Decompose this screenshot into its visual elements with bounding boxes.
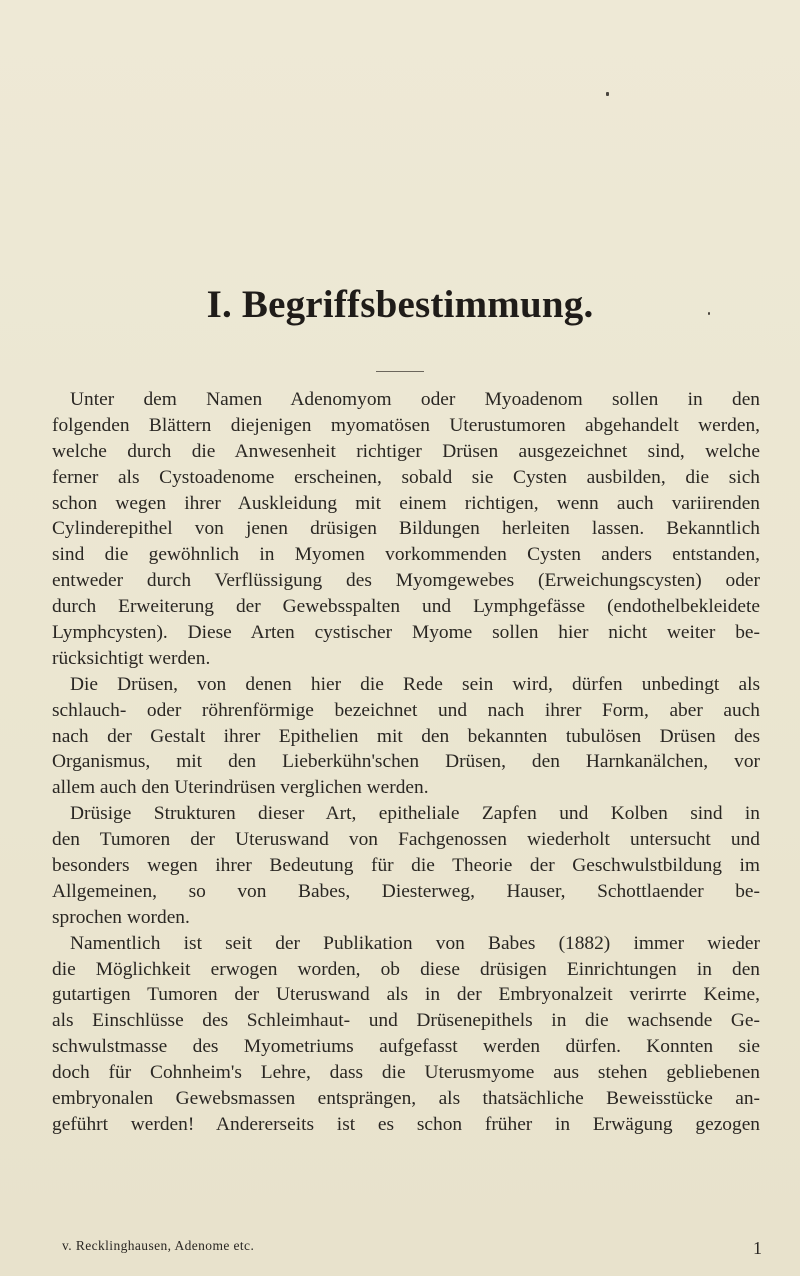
title-divider	[376, 371, 424, 372]
text-line: Die Drüsen, von denen hier die Rede sein wird, dürfen unbedingt als	[70, 673, 760, 695]
page-number: 1	[753, 1238, 762, 1258]
text-line: gutartigen Tumoren der Uteruswand als in der Embryonalzeit verirrte Keime,	[52, 984, 760, 1006]
text-line: Allgemeinen, so von Babes, Diesterweg, Hauser, Schottlaender be-	[52, 880, 760, 902]
text-line: schlauch- oder röhrenförmige bezeichnet und nach ihrer Form, aber auch	[52, 699, 760, 721]
print-speck	[708, 312, 710, 315]
text-line: doch für Cohnheim's Lehre, dass die Uterusmyome aus stehen gebliebenen	[52, 1062, 760, 1084]
text-line: Organismus, mit den Lieberkühn'schen Drüsen, den Harnkanälchen, vor	[52, 751, 760, 773]
text-line: schon wegen ihrer Auskleidung mit einem richtigen, wenn auch variirenden	[52, 492, 760, 514]
text-line: Lymphcysten). Diese Arten cystischer Myome sollen hier nicht weiter be-	[52, 622, 760, 644]
text-line: durch Erweiterung der Gewebsspalten und Lymphgefässe (endothelbekleidete	[52, 596, 760, 618]
text-line: besonders wegen ihrer Bedeutung für die Theorie der Geschwulstbildung im	[52, 855, 760, 877]
text-line: die Möglichkeit erwogen worden, ob diese drüsigen Einrichtungen in den	[52, 958, 760, 980]
text-line: schwulstmasse des Myometriums aufgefasst werden dürfen. Konnten sie	[52, 1036, 760, 1058]
text-line: embryonalen Gewebsmassen entsprängen, als thatsächliche Beweisstücke an-	[52, 1088, 760, 1110]
page-footer	[62, 1237, 762, 1259]
text-line: Namentlich ist seit der Publikation von Babes (1882) immer wieder	[70, 932, 760, 954]
body-text	[52, 387, 760, 1138]
text-line: geführt werden! Andererseits ist es schon früher in Erwägung gezogen	[52, 1113, 760, 1135]
text-line: den Tumoren der Uteruswand von Fachgenossen wiederholt untersucht und	[52, 829, 760, 851]
text-line: Cylinderepithel von jenen drüsigen Bildungen herleiten lassen. Bekanntlich	[52, 518, 760, 540]
text-line: entweder durch Verflüssigung des Myomgewebes (Erweichungscysten) oder	[52, 570, 760, 592]
text-line: Unter dem Namen Adenomyom oder Myoadenom sollen in den	[70, 389, 760, 410]
text-line: rücksichtigt werden.	[52, 647, 211, 669]
text-line: sprochen worden.	[52, 906, 190, 928]
text-line: Drüsige Strukturen dieser Art, epitheliale Zapfen und Kolben sind in	[70, 803, 760, 825]
text-line: sind die gewöhnlich in Myomen vorkommenden Cysten anders entstanden,	[52, 544, 760, 566]
print-speck	[606, 92, 609, 96]
chapter-title: I. Begriffsbestimmung.	[206, 283, 594, 326]
text-line: welche durch die Anwesenheit richtiger Drüsen ausgezeichnet sind, welche	[52, 440, 760, 462]
signature-line: v. Recklinghausen, Adenome etc.	[62, 1238, 255, 1253]
text-line: nach der Gestalt ihrer Epithelien mit den bekannten tubulösen Drüsen des	[52, 725, 760, 747]
text-line: allem auch den Uterindrüsen verglichen werden.	[52, 777, 429, 799]
text-line: ferner als Cystoadenome erscheinen, sobald sie Cysten ausbilden, die sich	[52, 466, 760, 488]
text-line: als Einschlüsse des Schleimhaut- und Drüsenepithels in die wachsende Ge-	[52, 1010, 760, 1032]
text-line: folgenden Blättern diejenigen myomatösen Uterustumoren abgehandelt werden,	[52, 414, 760, 436]
